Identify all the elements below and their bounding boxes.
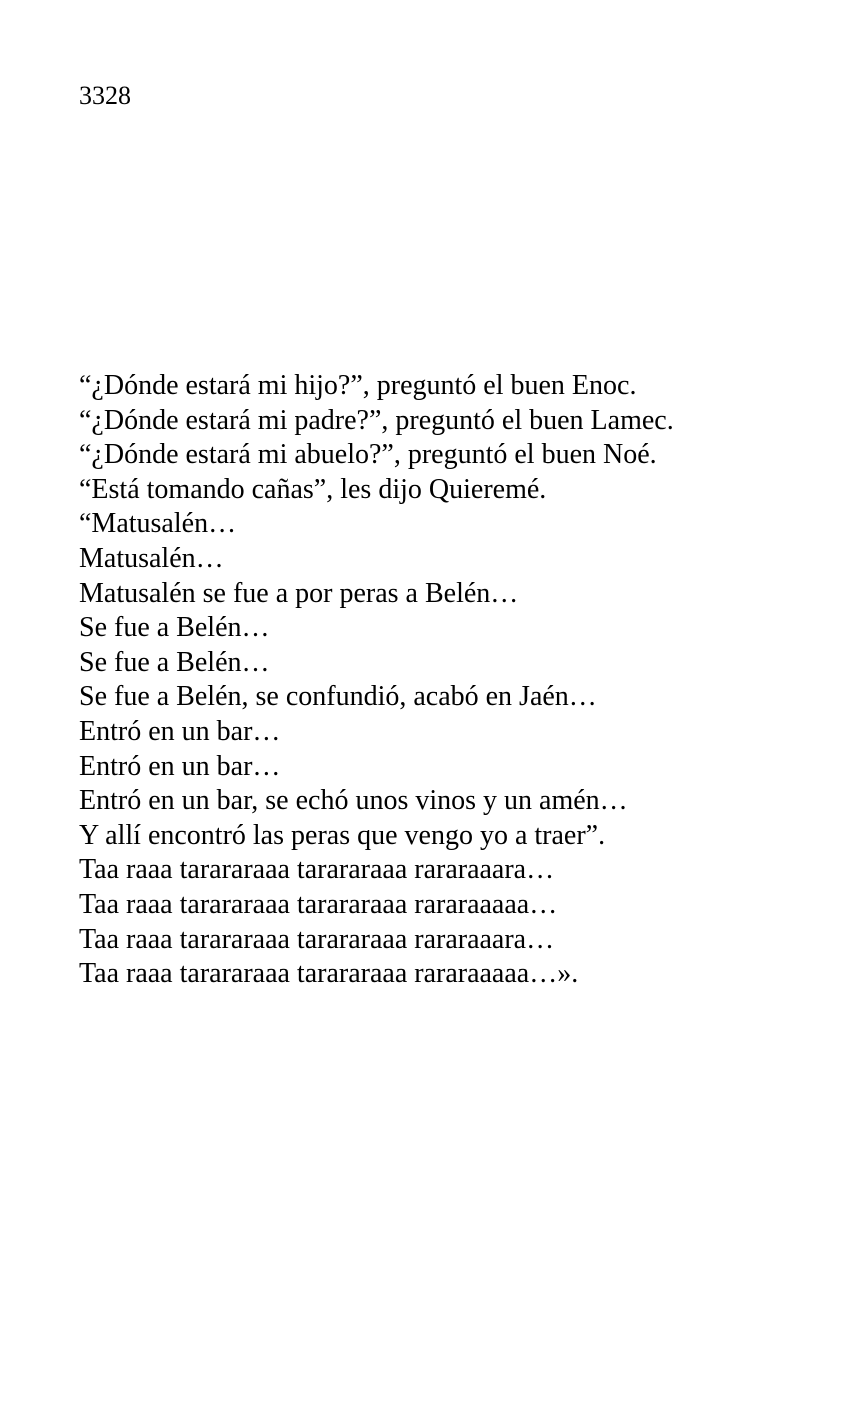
poem-line: “¿Dónde estará mi padre?”, preguntó el buen Lamec. — [79, 404, 674, 436]
poem-line: Se fue a Belén… — [79, 646, 270, 678]
poem-line: “¿Dónde estará mi hijo?”, preguntó el buen Enoc. — [79, 370, 637, 401]
poem-line: Matusalén se fue a por peras a Belén… — [79, 577, 519, 609]
poem-line: Matusalén… — [79, 542, 224, 574]
poem-line: Entró en un bar… — [79, 715, 281, 747]
poem-line: Taa raaa tarararaaa tarararaaa rararaaaaa… — [79, 888, 558, 920]
poem-line: Entró en un bar, se echó unos vinos y un amén… — [79, 785, 628, 817]
poem-line: Se fue a Belén… — [79, 612, 270, 644]
poem-text — [79, 369, 674, 992]
poem-line: “Matusalén… — [79, 508, 237, 540]
poem-line: Se fue a Belén, se confundió, acabó en Jaén… — [79, 681, 597, 713]
poem-line: Entró en un bar… — [79, 750, 281, 782]
poem-line: Taa raaa tarararaaa tarararaaa rararaaara… — [79, 923, 555, 955]
page-number: 3328 — [79, 81, 131, 110]
poem-line: “¿Dónde estará mi abuelo?”, preguntó el buen Noé. — [79, 439, 657, 471]
poem-line: Taa raaa tarararaaa tarararaaa rararaaara… — [79, 854, 555, 886]
poem-line: “Está tomando cañas”, les dijo Quieremé. — [79, 473, 547, 505]
poem-line: Taa raaa tarararaaa tarararaaa rararaaaaa…». — [79, 958, 579, 990]
poem-line: Y allí encontró las peras que vengo yo a traer”. — [79, 819, 606, 851]
